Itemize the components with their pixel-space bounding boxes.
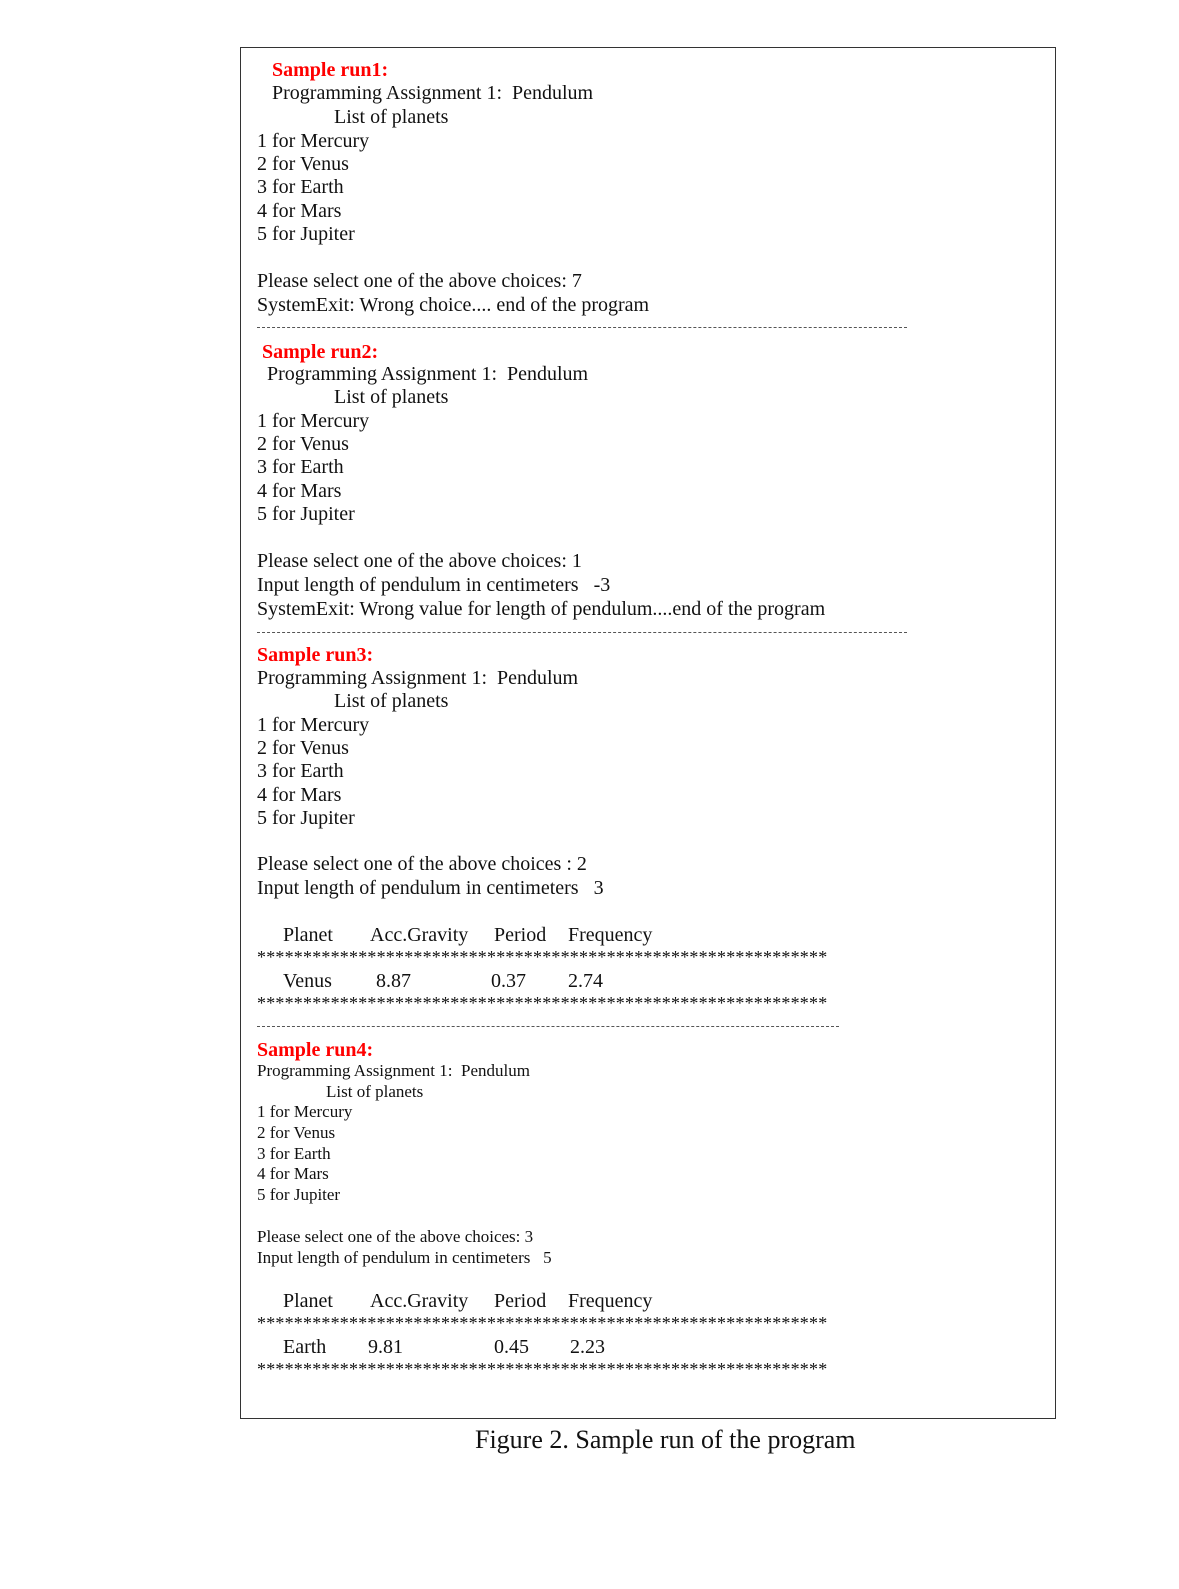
run4-star-rule-bottom: ************************************************************** [257,1362,828,1376]
run4-planet-option: 4 for Mars [257,1164,329,1183]
run3-planet-option: 3 for Earth [257,760,344,782]
run2-list-heading: List of planets [334,386,449,408]
run1-heading: Sample run1: [272,59,389,81]
run3-star-rule-bottom: ************************************************************** [257,996,828,1010]
run3-table-header-frequency: Frequency [568,924,653,946]
run4-table-cell-gravity: 9.81 [368,1336,403,1358]
run2-planet-option: 1 for Mercury [257,410,370,432]
run-separator [257,327,907,328]
run1-planet-option: 3 for Earth [257,176,344,198]
run3-planet-option: 4 for Mars [257,784,342,806]
run3-table-cell-period: 0.37 [491,970,526,992]
run1-planet-option: 4 for Mars [257,200,342,222]
run-separator [257,632,907,633]
run3-title: Programming Assignment 1: Pendulum [257,667,579,689]
run1-planet-option: 1 for Mercury [257,130,370,152]
run3-heading: Sample run3: [257,644,374,666]
run4-choice-prompt: Please select one of the above choices: 3 [257,1227,534,1246]
run4-table-cell-frequency: 2.23 [570,1336,605,1358]
run3-table-header-period: Period [494,924,547,946]
run2-title: Programming Assignment 1: Pendulum [267,363,589,385]
run3-choice-prompt: Please select one of the above choices : 2 [257,853,587,875]
run3-table-header-gravity: Acc.Gravity [370,924,469,946]
run2-heading: Sample run2: [262,341,379,363]
run3-planet-option: 2 for Venus [257,737,349,759]
run2-length-prompt: Input length of pendulum in centimeters -3 [257,574,611,596]
run4-table-cell-period: 0.45 [494,1336,529,1358]
run4-planet-option: 5 for Jupiter [257,1185,341,1204]
run4-star-rule-top: ************************************************************** [257,1316,828,1330]
run3-length-prompt: Input length of pendulum in centimeters 3 [257,877,604,899]
run4-table-header-gravity: Acc.Gravity [370,1290,469,1312]
run4-table-cell-planet: Earth [283,1336,327,1358]
run4-title: Programming Assignment 1: Pendulum [257,1061,530,1080]
run3-planet-option: 5 for Jupiter [257,807,355,829]
run2-planet-option: 4 for Mars [257,480,342,502]
run4-heading: Sample run4: [257,1039,374,1061]
run-separator [257,1026,839,1027]
run3-star-rule-top: ************************************************************** [257,950,828,964]
run2-choice-prompt: Please select one of the above choices: 1 [257,550,582,572]
run1-planet-option: 2 for Venus [257,153,349,175]
run2-planet-option: 3 for Earth [257,456,344,478]
figure-caption: Figure 2. Sample run of the program [475,1425,856,1454]
run3-planet-option: 1 for Mercury [257,714,370,736]
run4-planet-option: 1 for Mercury [257,1102,353,1121]
run2-planet-option: 2 for Venus [257,433,349,455]
run4-planet-option: 3 for Earth [257,1144,331,1163]
run4-table-header-planet: Planet [283,1290,333,1312]
run3-table-cell-gravity: 8.87 [376,970,411,992]
run2-planet-option: 5 for Jupiter [257,503,355,525]
run1-planet-option: 5 for Jupiter [257,223,355,245]
run4-table-header-period: Period [494,1290,547,1312]
run1-choice-prompt: Please select one of the above choices: 7 [257,270,582,292]
run1-list-heading: List of planets [334,106,449,128]
run2-exit-message: SystemExit: Wrong value for length of pendulum....end of the program [257,598,826,620]
run3-table-header-planet: Planet [283,924,333,946]
run1-exit-message: SystemExit: Wrong choice.... end of the program [257,294,650,316]
run4-length-prompt: Input length of pendulum in centimeters 5 [257,1248,552,1267]
run3-table-cell-frequency: 2.74 [568,970,603,992]
run3-list-heading: List of planets [334,690,449,712]
run4-list-heading: List of planets [326,1082,424,1101]
run4-table-header-frequency: Frequency [568,1290,653,1312]
run4-planet-option: 2 for Venus [257,1123,336,1142]
run3-table-cell-planet: Venus [283,970,332,992]
run1-title: Programming Assignment 1: Pendulum [272,82,594,104]
